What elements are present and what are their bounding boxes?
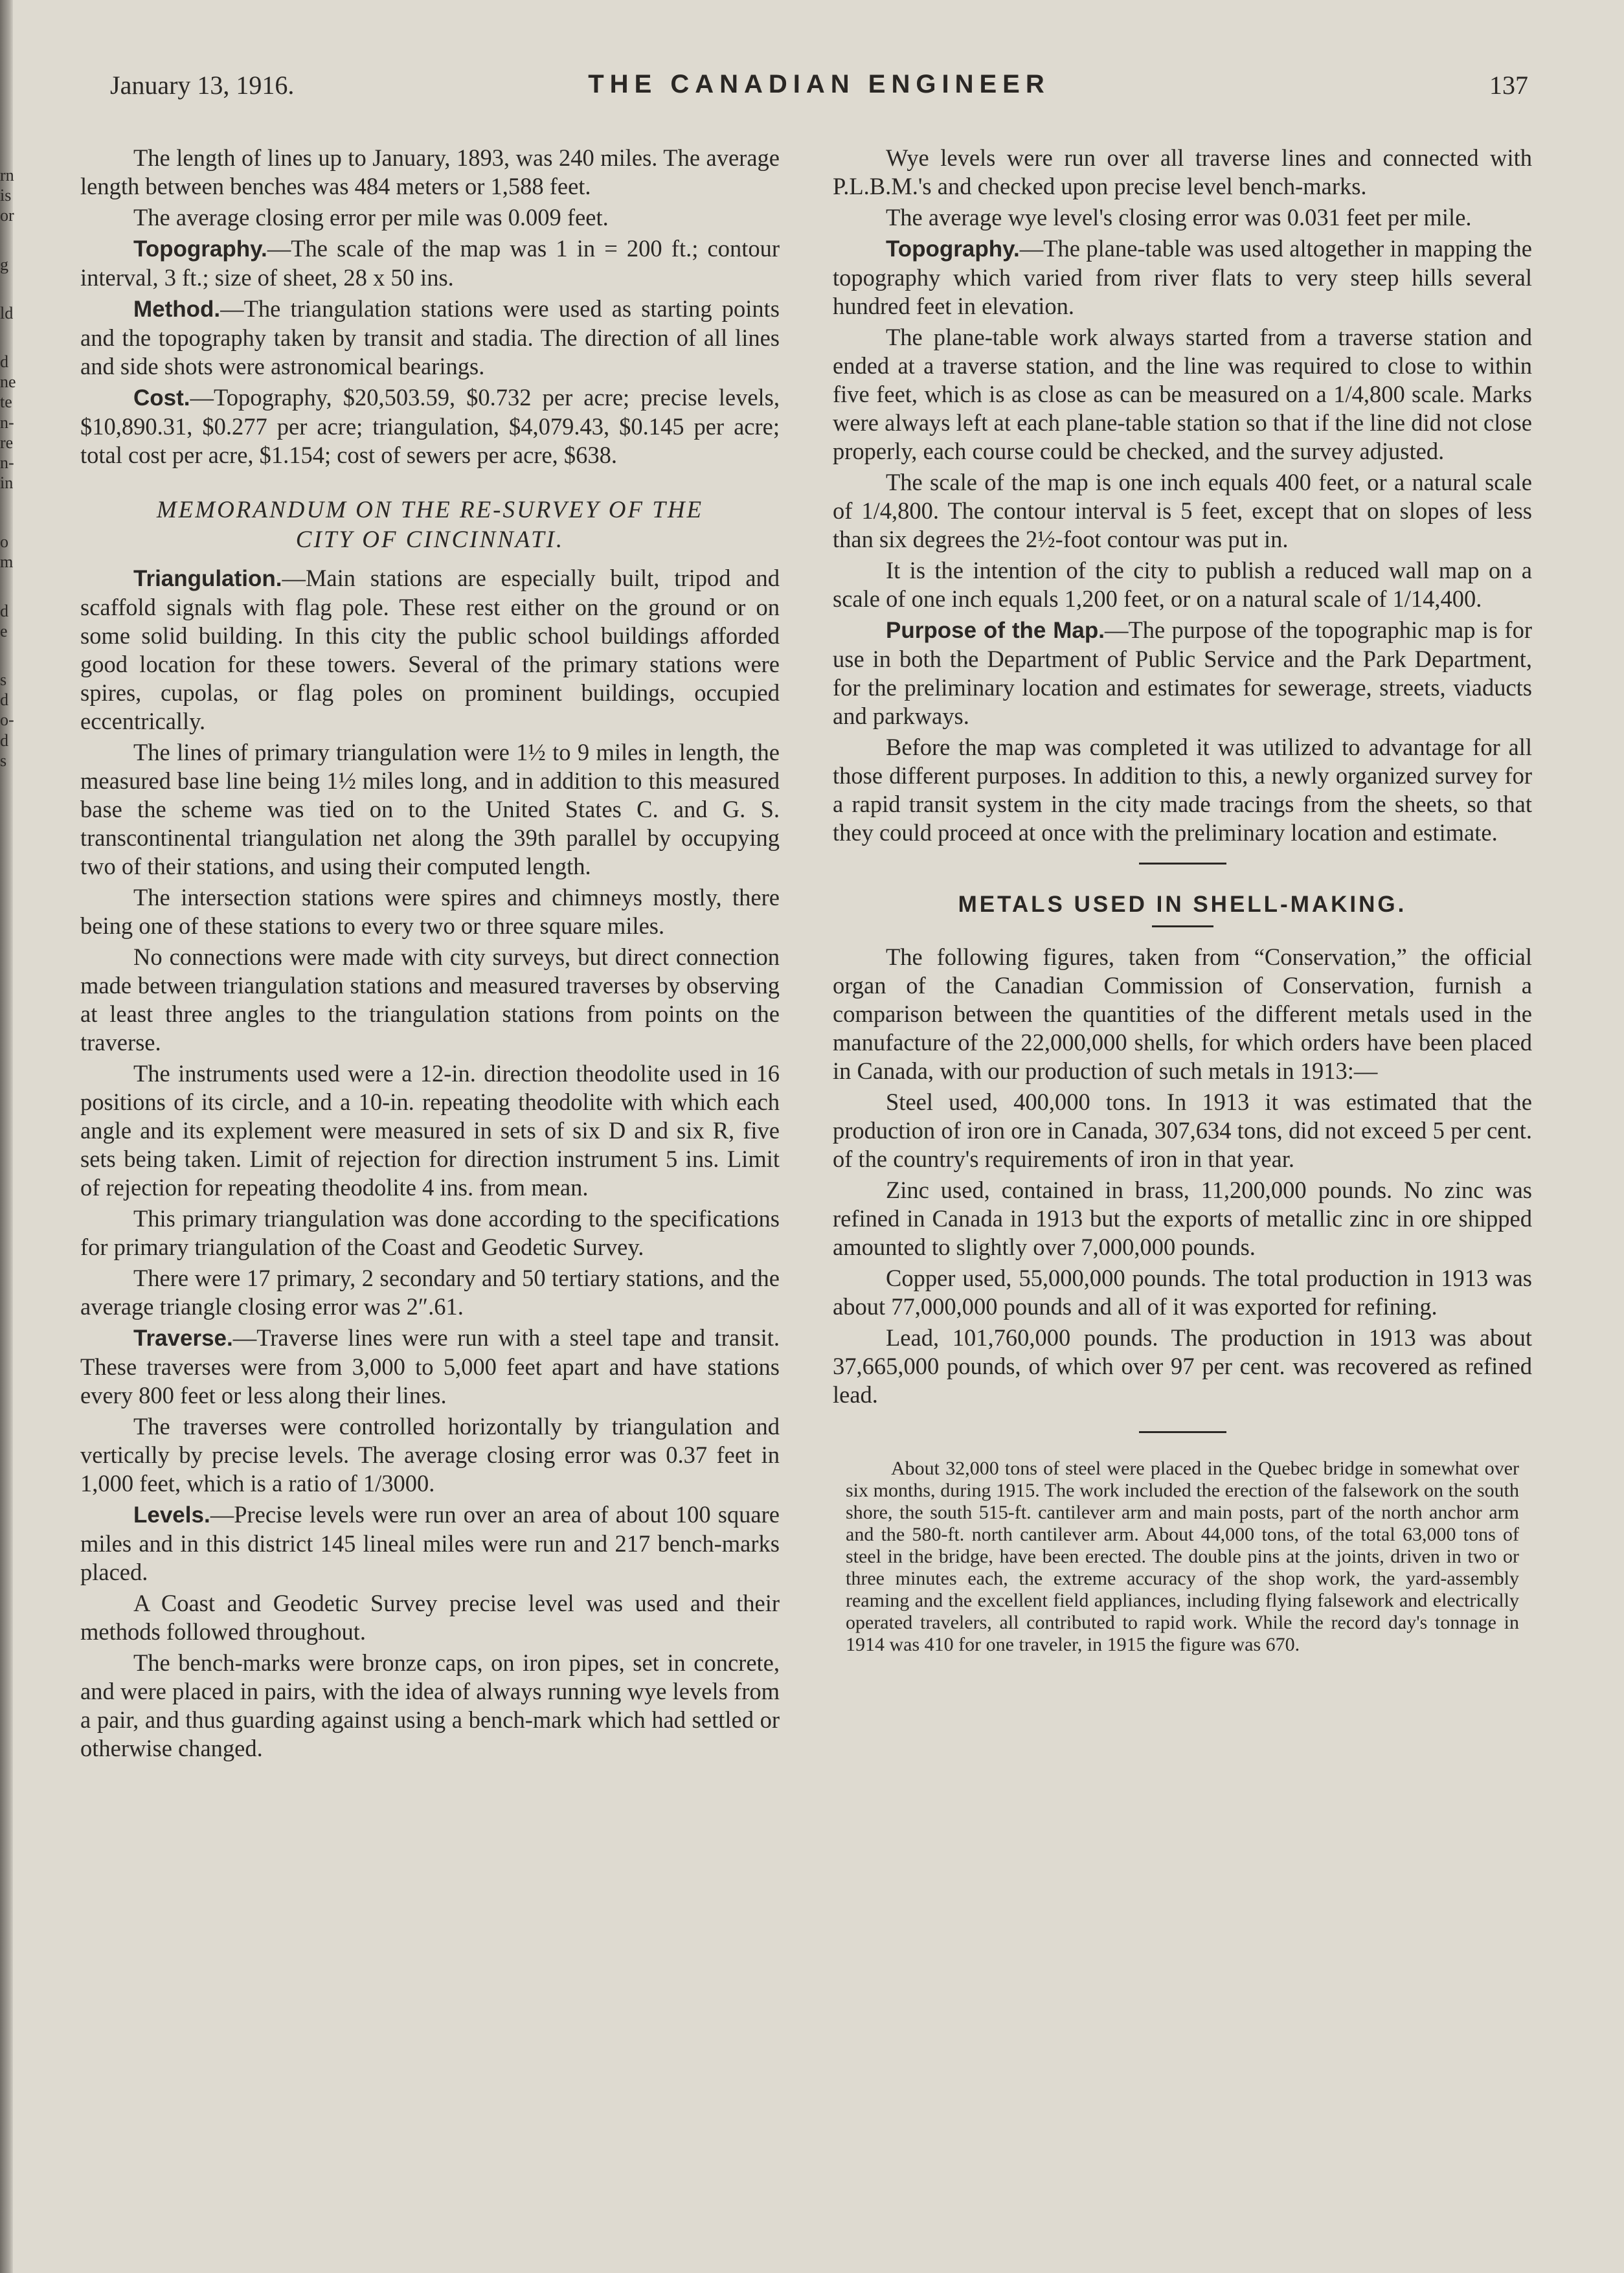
margin-fragment: o- <box>0 710 14 730</box>
title-underline <box>1152 925 1213 927</box>
margin-fragment: te <box>0 392 12 412</box>
run-in-heading: Method. <box>133 297 221 322</box>
section-divider <box>1139 1431 1226 1433</box>
paragraph: Before the map was completed it was utilized to advantage for all those different purposes. In addition to this, a newly organized survey for a rapid transit system in the city made tracings from the sheets, so that they could proceed at once with the preliminary location and estimate. <box>833 734 1532 846</box>
section-title <box>80 495 780 555</box>
section-title-line: CITY OF CINCINNATI. <box>295 526 565 553</box>
margin-fragment: d <box>0 352 8 371</box>
margin-fragment: in <box>0 473 14 493</box>
paragraph: The average closing error per mile was 0.009 feet. <box>133 204 609 231</box>
journal-title: THE CANADIAN ENGINEER <box>588 70 1050 98</box>
paragraph: The following figures, taken from “Conservation,” the official organ of the Canadian Commission of Conservation, furnish a comparison between the quantities of the different metals used in the manufacture of the 22,000,000 shells, for which orders have been placed in Canada, with our production of such metals in 1913:— <box>833 944 1532 1084</box>
paragraph: A Coast and Geodetic Survey precise level was used and their methods followed throughout. <box>80 1590 780 1645</box>
paragraph: The lines of primary triangulation were 1½ to 9 miles in length, the measured base line being 1½ miles long, and in addition to this measured base the scheme was tied on to the United States C. and G. S. transcontinental triangulation net along the 39th parallel by occupying two of their stations, and using their computed length. <box>80 739 780 879</box>
paragraph-text: —Traverse lines were run with a steel tape and transit. These traverses were from 3,000 to 5,000 feet apart and have stations every 800 feet or less along their lines. <box>80 1324 780 1408</box>
paragraph: The intersection stations were spires and chimneys mostly, there being one of these stations to every two or three square miles. <box>80 884 780 939</box>
paragraph <box>80 234 780 292</box>
paragraph: About 32,000 tons of steel were placed in the Quebec bridge in somewhat over six months, during 1915. The work included the erection of the falsework on the south shore, the south 515-ft. cantilever arm and main posts, part of the north anchor arm and the 580-ft. north cantilever arm. About 44,000 tons, of the total 63,000 tons of steel in the bridge, have been erected. The double pins at the joints, driven in two or three minutes each, the extreme accuracy of the shop work, the yard-assembly reaming and the excellent field appliances, including flying falsework and electrically operated travelers, all contributed to rapid work. While the record day's tonnage in 1914 was 410 for one traveler, in 1915 the figure was 670. <box>846 1458 1519 1655</box>
paragraph: Copper used, 55,000,000 pounds. The total production in 1913 was about 77,000,000 pounds and all of it was exported for refining. <box>833 1265 1532 1320</box>
running-header <box>110 70 1528 109</box>
margin-fragment: is <box>0 186 12 205</box>
paragraph-text: —Topography, $20,503.59, $0.732 per acre; precise levels, $10,890.31, $0.277 per acre; triangulation, $4,079.43, $0.145 per acre; total cost per acre, $1.154; cost of sewers per acre, $638. <box>80 384 780 468</box>
section-divider <box>1139 863 1226 865</box>
paragraph <box>80 564 780 736</box>
margin-fragment: or <box>0 206 14 225</box>
paragraph-text: —Precise levels were run over an area of about 100 square miles and in this district 145 lineal miles were run and 217 bench-marks placed. <box>80 1501 780 1585</box>
margin-fragment: s <box>0 670 7 689</box>
margin-fragment: n- <box>0 453 14 472</box>
paragraph <box>833 616 1532 730</box>
left-column <box>80 144 780 1765</box>
paragraph: No connections were made with city surveys, but direct connection made between triangulation stations and measured traverses by observing at least three angles to the triangulation stations from points on the traverse. <box>80 944 780 1056</box>
margin-fragment: re <box>0 433 14 452</box>
paragraph: Steel used, 400,000 tons. In 1913 it was estimated that the production of iron ore in Canada, 307,634 tons, did not exceed 5 per cent. of the country's requirements of iron in that year. <box>833 1089 1532 1172</box>
paragraph: There were 17 primary, 2 secondary and 50 tertiary stations, and the average triangle closing error was 2″.61. <box>80 1265 780 1320</box>
run-in-heading: Cost. <box>133 385 190 411</box>
paragraph: The plane-table work always started from a traverse station and ended at a traverse station, and the line was required to close to within five feet, which is as close as can be measured on a 1/4,800 scale. Marks were always left at each plane-table station so that if the line did not close properly, each course could be checked, and the survey adjusted. <box>833 324 1532 464</box>
paragraph-text: —The scale of the map was 1 in = 200 ft.; contour interval, 3 ft.; size of sheet, 28 x 50 ins. <box>80 235 780 291</box>
issue-date: January 13, 1916. <box>110 71 295 100</box>
page-number: 137 <box>1489 71 1528 100</box>
paragraph: The bench-marks were bronze caps, on iron pipes, set in concrete, and were placed in pairs, with the idea of always running wye levels from a pair, and thus guarding against using a bench-mark which had settled or otherwise changed. <box>80 1649 780 1761</box>
paragraph-text: —Main stations are especially built, tripod and scaffold signals with flag pole. These rest either on the ground or on some solid building. In this city the public school buildings afforded good location for these towers. Several of the primary stations were spires, cupolas, or flag poles on prominent buildings, occupied eccentrically. <box>80 565 780 734</box>
paragraph: The instruments used were a 12-in. direction theodolite used in 16 positions of its circle, and a 10-in. repeating theodolite with which each angle and its explement were measured in sets of six D and six R, five sets being taken. Limit of rejection for direction instrument 5 ins. Limit of rejection for repeating theodolite 4 ins. from mean. <box>80 1060 780 1201</box>
paragraph <box>80 1500 780 1587</box>
run-in-heading: Traverse. <box>133 1326 233 1351</box>
section-title-line: MEMORANDUM ON THE RE-SURVEY OF THE <box>156 497 704 523</box>
paragraph: Wye levels were run over all traverse lines and connected with P.L.B.M.'s and checked upon precise level bench-marks. <box>833 144 1532 199</box>
run-in-heading: Topography. <box>133 236 267 262</box>
margin-fragment: ld <box>0 303 14 322</box>
run-in-heading: Topography. <box>886 236 1020 262</box>
margin-fragment: s <box>0 751 7 770</box>
margin-fragment: ne <box>0 372 16 392</box>
paragraph: The scale of the map is one inch equals 400 feet, or a natural scale of 1/4,800. The contour interval is 5 feet, except that on slopes of less than six degrees the 2½-foot contour was put in. <box>833 469 1532 552</box>
margin-fragment: o <box>0 532 8 552</box>
paragraph-text: —The purpose of the topographic map is for use in both the Department of Public Service and the Park Department, for the preliminary location and estimates for sewerage, streets, viaducts and parkways. <box>833 616 1532 729</box>
news-note <box>833 1458 1532 1656</box>
margin-fragment: g <box>0 254 8 274</box>
margin-fragment: n- <box>0 413 14 432</box>
paragraph: This primary triangulation was done according to the specifications for primary triangulation of the Coast and Geodetic Survey. <box>80 1205 780 1260</box>
paragraph-text: —The plane-table was used altogether in mapping the topography which varied from river flats to very steep hills several hundred feet in elevation. <box>833 235 1532 319</box>
article-title: METALS USED IN SHELL-MAKING. <box>958 892 1407 917</box>
paragraph <box>80 383 780 469</box>
paragraph <box>833 234 1532 321</box>
paragraph: Lead, 101,760,000 pounds. The production in 1913 was about 37,665,000 pounds, of which over 97 per cent. was recovered as refined lead. <box>833 1324 1532 1408</box>
right-column <box>833 144 1532 1656</box>
margin-fragment: d <box>0 601 8 620</box>
paragraph <box>80 1324 780 1410</box>
margin-fragment: d <box>0 730 8 750</box>
run-in-heading: Purpose of the Map. <box>886 618 1105 643</box>
run-in-heading: Triangulation. <box>133 566 282 591</box>
margin-fragment: m <box>0 552 14 572</box>
adjacent-page-fragments <box>0 165 18 771</box>
margin-fragment: rn <box>0 166 14 185</box>
paragraph: It is the intention of the city to publish a reduced wall map on a scale of one inch equals 1,200 feet, or on a natural scale of 1/14,400. <box>833 557 1532 612</box>
paragraph: Zinc used, contained in brass, 11,200,000 pounds. No zinc was refined in Canada in 1913 but the exports of metallic zinc in ore shipped amounted to slightly over 7,000,000 pounds. <box>833 1177 1532 1260</box>
margin-fragment: e <box>0 621 8 640</box>
paragraph: The traverses were controlled horizontally by triangulation and vertically by precise levels. The average closing error was 0.37 feet in 1,000 feet, which is a ratio of 1/3000. <box>80 1413 780 1497</box>
paragraph-text: —The triangulation stations were used as starting points and the topography taken by transit and stadia. The direction of all lines and side shots were astronomical bearings. <box>80 295 780 379</box>
run-in-heading: Levels. <box>133 1502 210 1528</box>
paragraph: The length of lines up to January, 1893, was 240 miles. The average length between benches was 484 meters or 1,588 feet. <box>80 144 780 199</box>
margin-fragment: d <box>0 690 8 710</box>
paragraph <box>80 295 780 381</box>
paragraph: The average wye level's closing error was 0.031 feet per mile. <box>886 204 1472 231</box>
